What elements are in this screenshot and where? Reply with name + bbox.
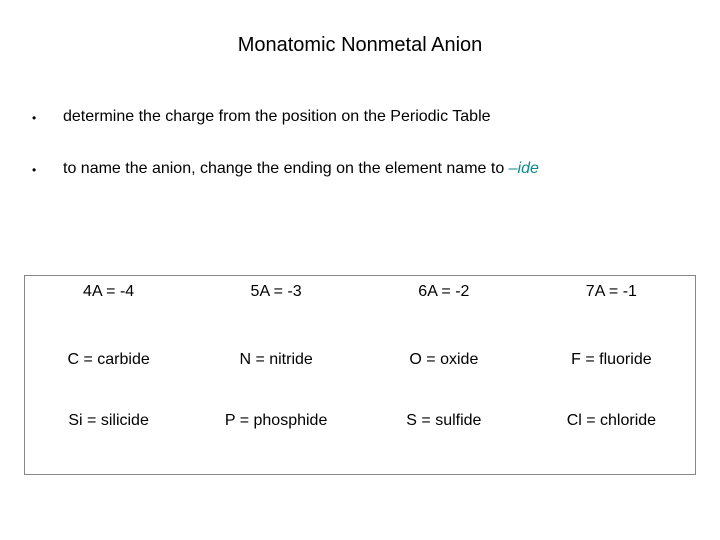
bullet-dot-icon: • bbox=[32, 163, 37, 177]
bullet-dot-icon: • bbox=[32, 111, 37, 125]
table-cell: P = phosphide bbox=[224, 412, 328, 430]
ide-suffix: –ide bbox=[508, 160, 539, 177]
table-cell: O = oxide bbox=[409, 350, 479, 368]
table-cell: Si = silicide bbox=[68, 412, 149, 430]
table-cell: S = sulfide bbox=[406, 412, 482, 430]
table-cell: 7A = -1 bbox=[585, 283, 637, 300]
table-row bbox=[25, 276, 696, 351]
bullet-text-main: to name the anion, change the ending on the element name to bbox=[63, 160, 509, 177]
table-cell: N = nitride bbox=[239, 350, 313, 368]
table-cell: 4A = -4 bbox=[83, 283, 135, 300]
table-row bbox=[25, 412, 696, 474]
table-cell: F = fluoride bbox=[571, 350, 652, 368]
bullet-text-main: determine the charge from the position on the Periodic Table bbox=[63, 108, 491, 125]
bullet-text bbox=[63, 160, 539, 178]
table-cell: Cl = chloride bbox=[566, 412, 657, 430]
table-cell: 6A = -2 bbox=[418, 283, 470, 300]
table-cell: C = carbide bbox=[67, 350, 150, 368]
slide-title: Monatomic Nonmetal Anion bbox=[237, 34, 483, 56]
bullet-text bbox=[63, 108, 491, 126]
table-cell: 5A = -3 bbox=[250, 283, 302, 300]
table-row bbox=[25, 351, 696, 413]
anion-table bbox=[24, 275, 696, 475]
